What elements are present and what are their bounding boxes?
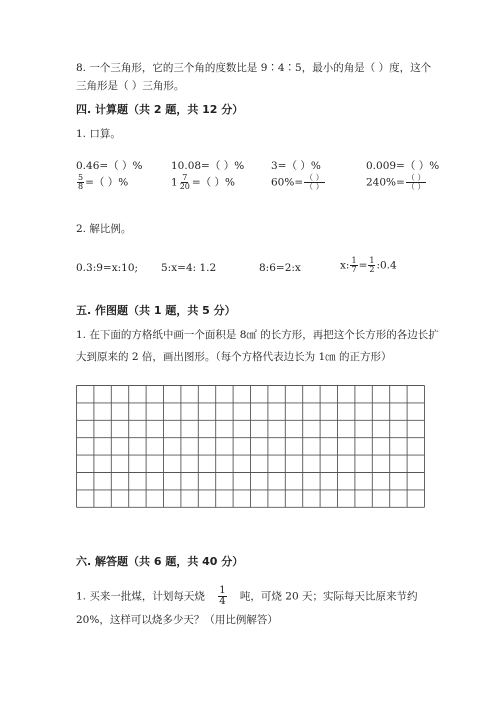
section6-q1-line1: 1. 买来一批煤，计划每天烧 $\frac{1}{4}$ 吨，可烧 20 天；实际每天比原来节约	[76, 585, 418, 607]
fraction: $\frac{( )}{( )}$	[406, 173, 426, 191]
square-grid[interactable]	[76, 385, 426, 530]
q8-line2: 三角形是（ ）三角形。	[76, 80, 185, 92]
fraction: $\frac{1}{4}$	[219, 585, 226, 607]
calc-row1-d: 0.009=（ ）%	[366, 160, 440, 172]
section4-title: 四. 计算题（共 2 题，共 12 分）	[76, 103, 244, 116]
section6-title: 六. 解答题（共 6 题，共 40 分）	[76, 555, 244, 568]
proportion-b: 5:x=4: 1.2	[161, 262, 217, 274]
section4-q2-label: 2. 解比例。	[76, 223, 132, 235]
section4-q1-label: 1. 口算。	[76, 128, 121, 140]
section6-q1-line2: 20%，这样可以烧多少天？（用比例解答）	[76, 614, 278, 626]
proportion-c: 8:6=2:x	[259, 262, 301, 274]
proportion-a: 0.3:9=x:10;	[76, 262, 139, 274]
calc-row2-a: $\frac{5}{8}$ =（ ）%	[78, 173, 129, 191]
fraction: $\frac{( )}{( )}$	[305, 173, 324, 191]
section5-q1-line1: 1. 在下面的方格纸中画一个面积是 8㎠ 的长方形，再把这个长方形的各边长扩	[76, 329, 439, 341]
fraction: $\frac{7}{20}$	[179, 173, 190, 191]
fraction: $\frac{1}{7}$	[351, 256, 357, 274]
fraction: $\frac{1}{2}$	[369, 256, 375, 274]
calc-row2-d: 240%= $\frac{( )}{( )}$	[366, 173, 426, 191]
section5-q1-line2: 大到原来的 2 倍，画出图形。（每个方格代表边长为 1㎝ 的正方形）	[76, 351, 392, 363]
calc-row1-a: 0.46=（ ）%	[76, 160, 143, 172]
calc-row1-c: 3=（ ）%	[271, 160, 321, 172]
q8-line1: 8. 一个三角形，它的三个角的度数比是 9∶4∶5，最小的角是（ ）度，这个	[76, 62, 432, 74]
proportion-d: x: $\frac{1}{7}$ = $\frac{1}{2}$ :0.4	[340, 256, 397, 274]
calc-row2-c: 60%= $\frac{( )}{( )}$	[271, 173, 324, 191]
calc-row2-b: 1 $\frac{7}{20}$ =（ ）%	[171, 173, 235, 191]
section5-title: 五. 作图题（共 1 题，共 5 分）	[76, 304, 236, 317]
calc-row1-b: 10.08=（ ）%	[171, 160, 245, 172]
fraction: $\frac{5}{8}$	[78, 173, 84, 191]
